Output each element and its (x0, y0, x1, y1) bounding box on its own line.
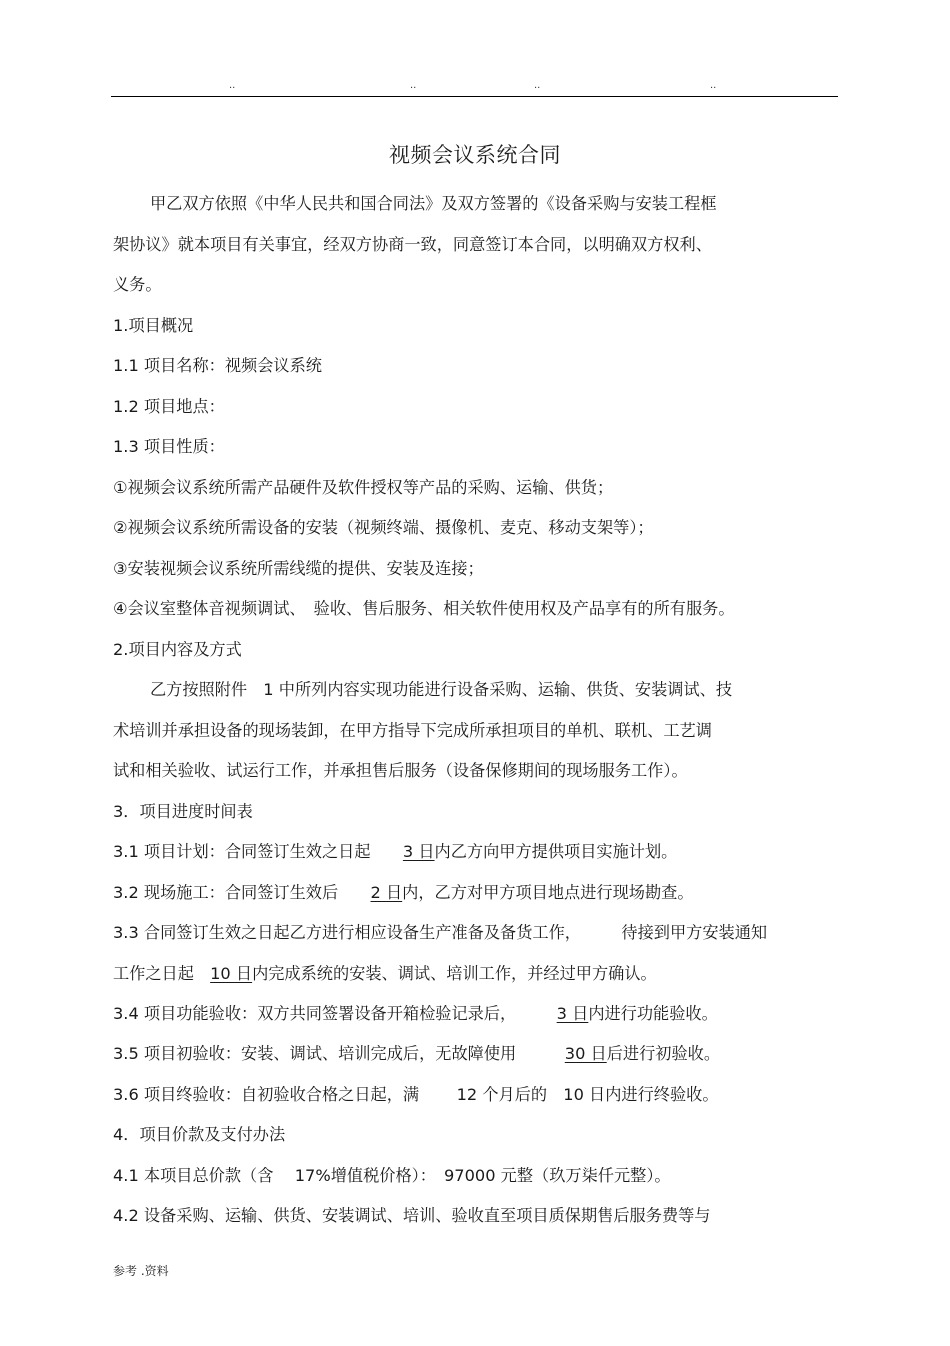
clause-3-4 (113, 1002, 718, 1026)
underlined-days: 3 日 (556, 1004, 589, 1023)
nature-item-1: ①视频会议系统所需产品硬件及软件授权等产品的采购、运输、供货； (113, 478, 614, 497)
clause-3-2 (113, 881, 694, 905)
preamble-line-1: 甲乙双方依照《中华人民共和国合同法》及双方签署的《设备采购与安装工程框 (150, 194, 717, 213)
clause-text: 3.5 项目初验收：安装、调试、培训完成后，无故障使用 (113, 1044, 565, 1063)
clause-text: 后进行初验收。 (606, 1044, 721, 1063)
clause-text: 内进行功能验收。 (588, 1004, 718, 1023)
clause-3-3-line-1: 3.3 合同签订生效之日起乙方进行相应设备生产准备及备货工作， 待接到甲方安装通知 (113, 923, 768, 942)
clause-4-2: 4.2 设备采购、运输、供货、安装调试、培训、验收直至项目质保期售后服务费等与 (113, 1206, 711, 1225)
project-location-line: 1.2 项目地点： (113, 397, 225, 416)
clause-3-3-line-2 (113, 962, 657, 986)
header-dot: .. (229, 80, 236, 91)
clause-text: 3.1 项目计划：合同签订生效之日起 (113, 842, 403, 861)
section-3-heading: 3．项目进度时间表 (113, 802, 253, 821)
underlined-days: 2 日 (370, 883, 403, 902)
preamble-line-3: 义务。 (113, 275, 162, 294)
underlined-days: 3 日 (402, 842, 435, 861)
preamble-line-2: 架协议》就本项目有关事宜，经双方协商一致，同意签订本合同，以明确双方权利、 (113, 235, 712, 254)
clause-text: 3.2 现场施工：合同签订生效后 (113, 883, 371, 902)
section-2-line-2: 术培训并承担设备的现场装卸，在甲方指导下完成所承担项目的单机、联机、工艺调 (113, 721, 712, 740)
clause-text: 内乙方向甲方提供项目实施计划。 (434, 842, 678, 861)
clause-3-1 (113, 840, 677, 864)
section-2-line-3: 试和相关验收、试运行工作，并承担售后服务（设备保修期间的现场服务工作）。 (113, 761, 688, 780)
project-nature-line: 1.3 项目性质： (113, 437, 225, 456)
clause-3-6: 3.6 项目终验收：自初验收合格之日起，满 12 个月后的 10 日内进行终验收。 (113, 1085, 719, 1104)
section-2-line-1: 乙方按照附件 1 中所列内容实现功能进行设备采购、运输、供货、安装调试、技 (150, 680, 733, 699)
header-dots (0, 80, 950, 94)
clause-text: 3.4 项目功能验收：双方共同签署设备开箱检验记录后， (113, 1004, 557, 1023)
clause-text: 内完成系统的安装、调试、培训工作，并经过甲方确认。 (252, 964, 657, 983)
header-dot: .. (710, 80, 717, 91)
nature-item-2: ②视频会议系统所需设备的安装（视频终端、摄像机、麦克、移动支架等）； (113, 518, 654, 537)
clause-4-1: 4.1 本项目总价款（含 17%增值税价格）： 97000 元整（玖万柒仟元整）。 (113, 1166, 671, 1185)
clause-3-5 (113, 1042, 720, 1066)
section-4-heading: 4．项目价款及支付办法 (113, 1125, 286, 1144)
nature-item-3: ③安装视频会议系统所需线缆的提供、安装及连接； (113, 559, 484, 578)
header-dot: .. (534, 80, 541, 91)
document-title: 视频会议系统合同 (389, 143, 561, 167)
header-dot: .. (410, 80, 417, 91)
nature-item-4: ④会议室整体音视频调试、 验收、售后服务、相关软件使用权及产品享有的所有服务。 (113, 599, 735, 618)
section-1-heading: 1.项目概况 (113, 316, 194, 335)
clause-text: 内，乙方对甲方项目地点进行现场勘查。 (402, 883, 694, 902)
section-2-heading: 2.项目内容及方式 (113, 640, 242, 659)
header-rule (111, 96, 838, 97)
page-footer: 参考 .资料 (113, 1264, 169, 1278)
project-name-line: 1.1 项目名称：视频会议系统 (113, 356, 322, 375)
underlined-days: 30 日 (564, 1044, 607, 1063)
underlined-days: 10 日 (210, 964, 253, 983)
clause-text: 工作之日起 (113, 964, 211, 983)
